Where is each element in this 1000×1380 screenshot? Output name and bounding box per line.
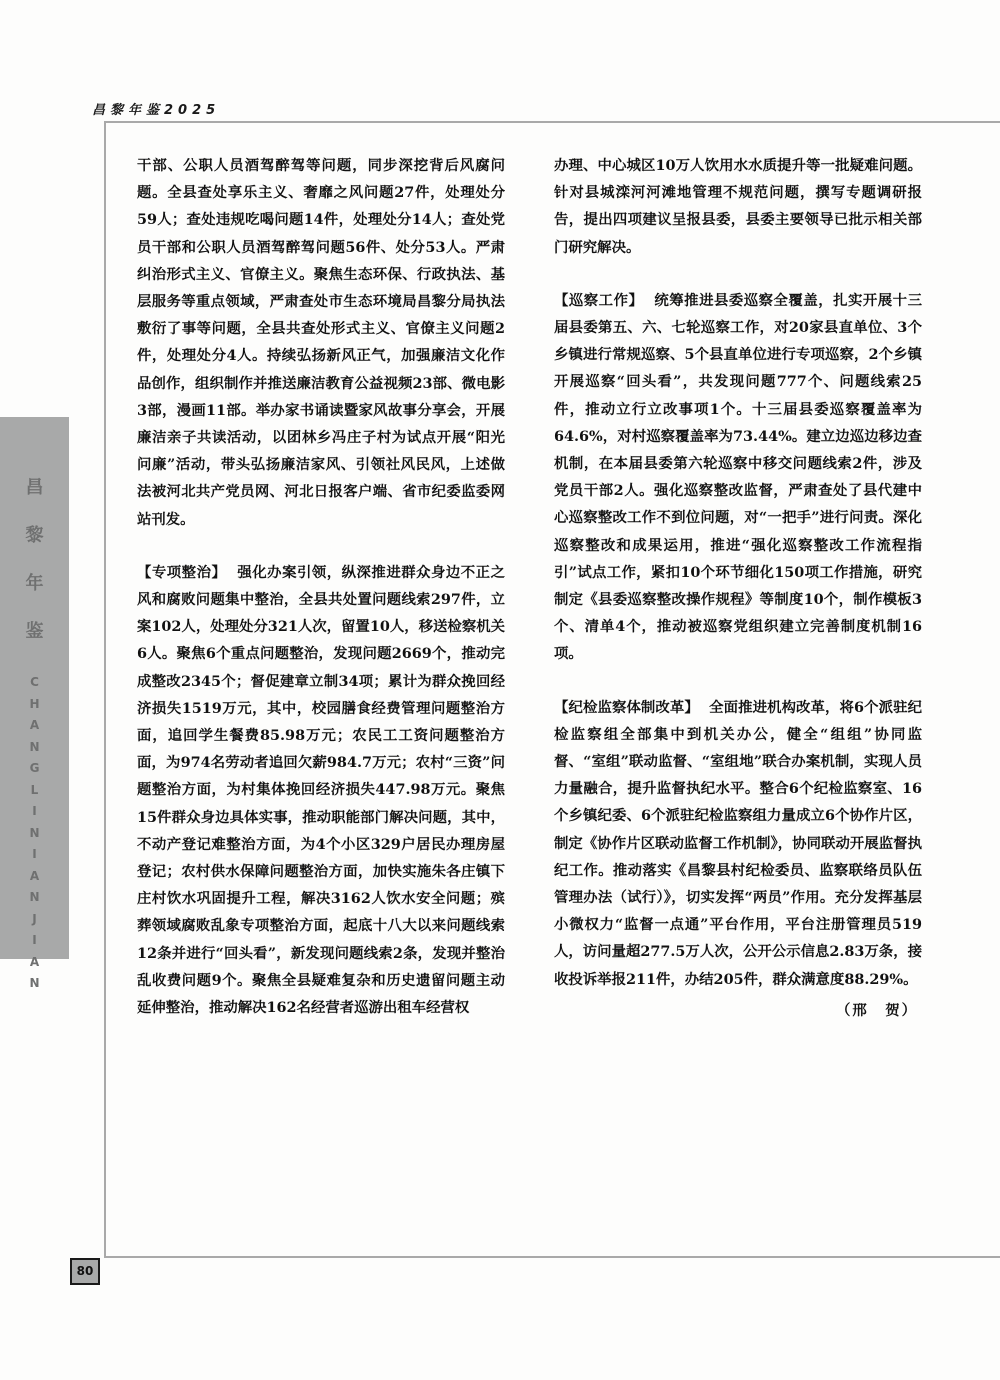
author-signature: （邢 贺）: [836, 1001, 918, 1019]
pinyin-letter: I: [32, 847, 37, 861]
pinyin-letter: I: [32, 933, 37, 947]
side-tab: [0, 417, 69, 990]
left-column: [137, 152, 505, 1047]
pinyin-letter: L: [30, 782, 39, 797]
pinyin-letter: G: [29, 761, 40, 775]
pinyin-letter: A: [29, 718, 40, 732]
pinyin-letter: A: [29, 954, 40, 969]
pinyin-letter: A: [29, 868, 40, 883]
pinyin-letter: I: [32, 804, 37, 818]
page-number: 80: [70, 1258, 100, 1285]
pinyin-letter: N: [29, 739, 40, 754]
paragraph: [137, 152, 505, 533]
side-tab-char: 年: [25, 573, 44, 594]
paragraph-text: 干部、公职人员酒驾醉驾等问题，同步深挖背后风腐问题。全县查处享乐主义、奢靡之风问题27件，处理处分59人；查处违规吃喝问题14件，处理处分14人；查处党员干部和公职人员酒驾醉驾问题56件、处分53人。严肃纠治形式主义、官僚主义。聚焦生态环保、行政执法、基层服务等重点领域，严肃查处市生态环境局昌黎分局执法敷衍了事等问题，全县共查处形式主义、官僚主义问题2件，处理处分4人。持续弘扬新风正气，加强廉洁文化作品创作，组织制作并推送廉洁教育公益视频23部、微电影3部，漫画11部。举办家书诵读暨家风故事分享会，开展廉洁亲子共读活动，以团林乡冯庄子村为试点开展“阳光问廉”活动，带头弘扬廉洁家风、引领社风民风，上述做法被河北共产党员网、河北日报客户端、省市纪委监委网站刊发。: [137, 157, 505, 528]
side-tab-char: 鉴: [25, 621, 44, 642]
frame-bottom-rule: [104, 1256, 1000, 1258]
section-heading: 【巡察工作】: [554, 291, 644, 309]
side-tab-char: 黎: [25, 525, 44, 546]
section-heading: 【专项整治】: [137, 563, 227, 581]
paragraph: [554, 694, 922, 993]
pinyin-letter: N: [29, 976, 40, 990]
section-heading: 【纪检监察体制改革】: [554, 698, 699, 716]
paragraph-text: 统筹推进县委巡察全覆盖，扎实开展十三届县委第五、六、七轮巡察工作，对20家县直单位、3个乡镇进行常规巡察、5个县直单位进行专项巡察，2个乡镇开展巡察“回头看”，共发现问题777个、问题线索25件，推动立行立改事项1个。十三届县委巡察覆盖率为64.6%，对村巡察覆盖率为73.44%。建立边巡边移边查机制，在本届县委第六轮巡察中移交问题线索2件，涉及党员干部2人。强化巡察整改监督，严肃查处了县代建中心巡察整改工作不到位问题，对“一把手”进行问责。深化巡察整改和成果运用，推进“强化巡察整改工作流程指引”试点工作，紧扣10个环节细化150项工作措施，研究制定《县委巡察整改操作规程》等制度10个，制作模板3个、清单4个，推动被巡察党组织建立完善制度机制16项。: [554, 291, 922, 663]
frame-top-rule: [104, 121, 1000, 123]
right-column: [554, 152, 922, 1024]
frame-left-rule: [104, 121, 106, 1256]
paragraph: [554, 287, 922, 668]
paragraph-text: 全面推进机构改革，将6个派驻纪检监察组全部集中到机关办公，健全“组组”协同监督、“室组”联动监督、“室组地”联合办案机制，实现人员力量融合，提升监督执纪水平。整合6个纪检监察室、16个乡镇纪委、6个派驻纪检监察组力量成立6个协作片区，制定《协作片区联动监督工作机制》，协同联动开展监督执纪工作。推动落实《昌黎县村纪检委员、监察联络员队伍管理办法（试行）》，切实发挥“两员”作用。充分发挥基层小微权力“监督一点通”平台作用，平台注册管理员519人，访问量超277.5万人次，公开公示信息2.83万条，接收投诉举报211件，办结205件，群众满意度88.29%。: [554, 698, 922, 988]
pinyin-letter: N: [29, 825, 40, 840]
running-head: 昌黎年鉴2025: [92, 103, 221, 118]
paragraph: [554, 152, 922, 261]
pinyin-letter: H: [29, 696, 40, 711]
pinyin-letter: J: [32, 911, 37, 926]
pinyin-letter: N: [29, 890, 40, 904]
side-tab-pinyin: [0, 672, 69, 995]
paragraph-text: 办理、中心城区10万人饮用水水质提升等一批疑难问题。针对县城滦河河滩地管理不规范问题，撰写专题调研报告，提出四项建议呈报县委，县委主要领导已批示相关部门研究解决。: [554, 157, 922, 256]
side-tab-char: 昌: [25, 477, 44, 498]
pinyin-letter: C: [30, 675, 39, 689]
paragraph-text: 强化办案引领，纵深推进群众身边不正之风和腐败问题集中整治，全县共处置问题线索297件，立案102人，处理处分321人次，留置10人，移送检察机关6人。聚焦6个重点问题整治，发现问题2669个，推动完成整改2345个；督促建章立制34项；累计为群众挽回经济损失1519万元，其中，校园膳食经费管理问题整治方面，追回学生餐费85.98万元；农民工工资问题整治方面，为974名劳动者追回欠薪984.7万元；农村“三资”问题整治方面，为村集体挽回经济损失447.98万元。聚焦15件群众身边具体实事，推动职能部门解决问题，其中，不动产登记难整治方面，为4个小区329户居民办理房屋登记；农村供水保障问题整治方面，加快实施朱各庄镇下庄村饮水巩固提升工程，解决3162人饮水安全问题；殡葬领域腐败乱象专项整治方面，起底十八大以来问题线索12条并进行“回头看”，新发现问题线索2条，发现并整治乱收费问题9个。聚焦全县疑难复杂和历史遗留问题主动延伸整治，推动解决162名经营者巡游出租车经营权: [137, 563, 505, 1017]
paragraph: [137, 559, 505, 1021]
